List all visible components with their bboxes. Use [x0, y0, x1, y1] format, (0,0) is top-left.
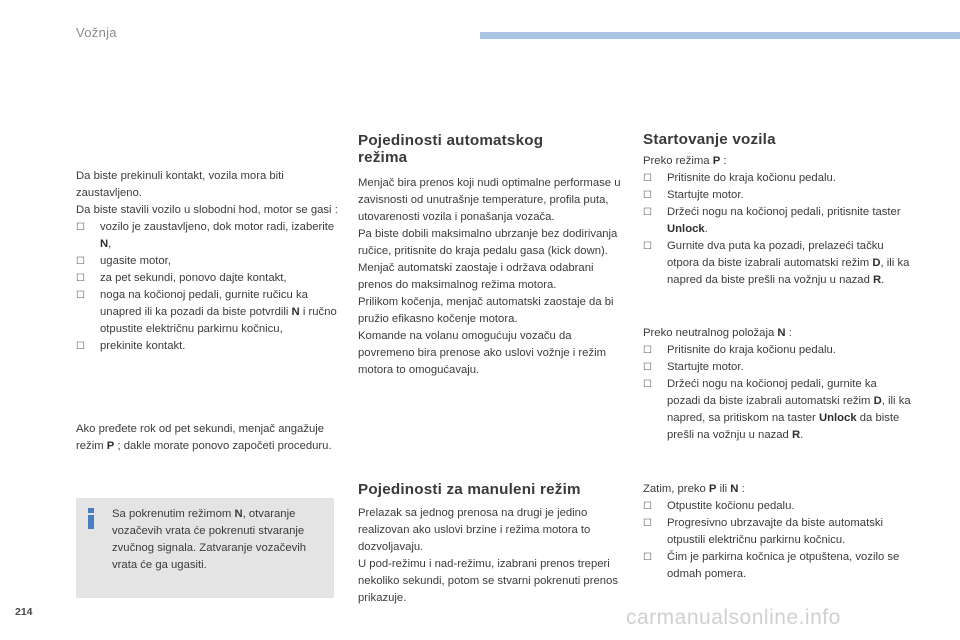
list-item: ☐ Otpustite kočionu pedalu. [643, 498, 911, 515]
then-intro: Zatim, preko P ili N : [643, 483, 745, 495]
page-number: 214 [15, 606, 33, 618]
right-column-start [643, 131, 911, 289]
left-timeout-paragraph: Ako pređete rok od pet sekundi, menjač angažuje režim P ; dakle morate ponovo započeti proceduru. [76, 423, 332, 452]
via-p-intro: Preko režima P : [643, 155, 727, 167]
checkbox-bullet-icon: ☐ [643, 379, 652, 390]
via-n-steps [643, 342, 911, 444]
checkbox-bullet-icon: ☐ [76, 256, 85, 267]
list-item: ☐ Gurnite dva puta ka pozadi, prelazeći tačku otpora da biste izabrali automatski režim D, ili ka napred da biste prešli na vožnju u nazad R. [643, 240, 910, 286]
checkbox-bullet-icon: ☐ [643, 552, 652, 563]
list-item: ☐ Progresivno ubrzavajte da biste automatski otpustili električnu parkirnu kočnicu. [643, 517, 884, 546]
then-steps [643, 498, 911, 583]
list-item: ☐ Startujte motor. [643, 359, 911, 376]
checkbox-bullet-icon: ☐ [643, 501, 652, 512]
auto-para-2: Pa biste dobili maksimalno ubrzanje bez dodirivanja ručice, pritisnite do kraja pedalu gasa (kick down). Menjač automatski zaostaje i održava odabrani prenos do maksimalnog režima motora. [358, 228, 618, 291]
auto-para-4: Komande na volanu omogućuju vozaču da povremeno bira prenose ako uslovi vožnje i režim motora to omogućavaju. [358, 330, 607, 376]
via-n-intro: Preko neutralnog položaja N : [643, 327, 792, 339]
list-item: ☐ Držeći nogu na kočionoj pedali, gurnite ka pozadi da biste izabrali automatski režim D, ili ka napred, sa pritiskom na taster Unlock da biste prešli na vožnju u nazad R. [643, 378, 911, 441]
chapter-title: Vožnja [76, 25, 117, 40]
list-item: ☐ ugasite motor, [76, 253, 338, 270]
heading-automatic-mode: Pojedinosti automatskog režima [358, 132, 544, 166]
checkbox-bullet-icon: ☐ [76, 341, 85, 352]
checkbox-bullet-icon: ☐ [643, 173, 652, 184]
manual-para-2: U pod-režimu i nad-režimu, izabrani prenos treperi nekoliko sekundi, potom se stvarni pokrenuti prenos prikazuje. [358, 558, 618, 604]
header-accent-bar [480, 32, 960, 39]
info-note-box [76, 498, 334, 598]
list-item: ☐ Držeći nogu na kočionoj pedali, pritisnite taster Unlock. [643, 206, 901, 235]
checkbox-bullet-icon: ☐ [643, 190, 652, 201]
middle-column-manual [358, 481, 628, 607]
left-intro-2: Da biste stavili vozilo u slobodni hod, motor se gasi : [76, 204, 338, 216]
checkbox-bullet-icon: ☐ [643, 518, 652, 529]
left-column [76, 168, 338, 355]
checkbox-bullet-icon: ☐ [76, 222, 85, 233]
middle-column-auto [358, 132, 628, 379]
checkbox-bullet-icon: ☐ [76, 273, 85, 284]
list-item: ☐ Čim je parkirna kočnica je otpuštena, vozilo se odmah pomera. [643, 551, 900, 580]
heading-manual-mode: Pojedinosti za manuleni režim [358, 481, 581, 498]
watermark-text: carmanualsonline.info [626, 606, 841, 629]
list-item: ☐ Pritisnite do kraja kočionu pedalu. [643, 170, 911, 187]
checkbox-bullet-icon: ☐ [643, 362, 652, 373]
list-item: ☐ noga na kočionoj pedali, gurnite ručicu ka unapred ili ka pozadi da biste potvrdili N i ručno otpustite električnu parkirnu kočnicu, [76, 289, 337, 335]
left-steps-list [76, 219, 338, 355]
right-column-neutral [643, 325, 911, 444]
list-item: ☐ prekinite kontakt. [76, 338, 338, 355]
checkbox-bullet-icon: ☐ [76, 290, 85, 301]
auto-para-1: Menjač bira prenos koji nudi optimalne performase u zavisnosti od unutrašnje temperature, profila puta, utovarenosti vozila i ponašanja vozača. [358, 177, 621, 223]
auto-para-3: Prilikom kočenja, menjač automatski zaostaje da bi pružio efikasno kočenje motora. [358, 296, 614, 325]
manual-para-1: Prelazak sa jednog prenosa na drugi je jedino realizovan ako uslovi brzine i režima motora to dozvoljavaju. [358, 507, 591, 553]
checkbox-bullet-icon: ☐ [643, 207, 652, 218]
list-item: ☐ Pritisnite do kraja kočionu pedalu. [643, 342, 911, 359]
info-note-text: Sa pokrenutim režimom N, otvaranje vozačevih vrata će pokrenuti stvaranje zvučnog signala. Zatvaranje vozačevih vrata će ga ugasiti. [112, 508, 307, 571]
checkbox-bullet-icon: ☐ [643, 345, 652, 356]
heading-starting-vehicle: Startovanje vozila [643, 131, 776, 148]
checkbox-bullet-icon: ☐ [643, 241, 652, 252]
left-intro-1: Da biste prekinuli kontakt, vozila mora biti zaustavljeno. [76, 170, 284, 199]
right-column-then [643, 481, 911, 583]
list-item: ☐ vozilo je zaustavljeno, dok motor radi, izaberite N, [76, 221, 335, 250]
via-p-steps [643, 170, 911, 289]
list-item: ☐ za pet sekundi, ponovo dajte kontakt, [76, 270, 338, 287]
list-item: ☐ Startujte motor. [643, 187, 911, 204]
info-icon [86, 508, 96, 528]
